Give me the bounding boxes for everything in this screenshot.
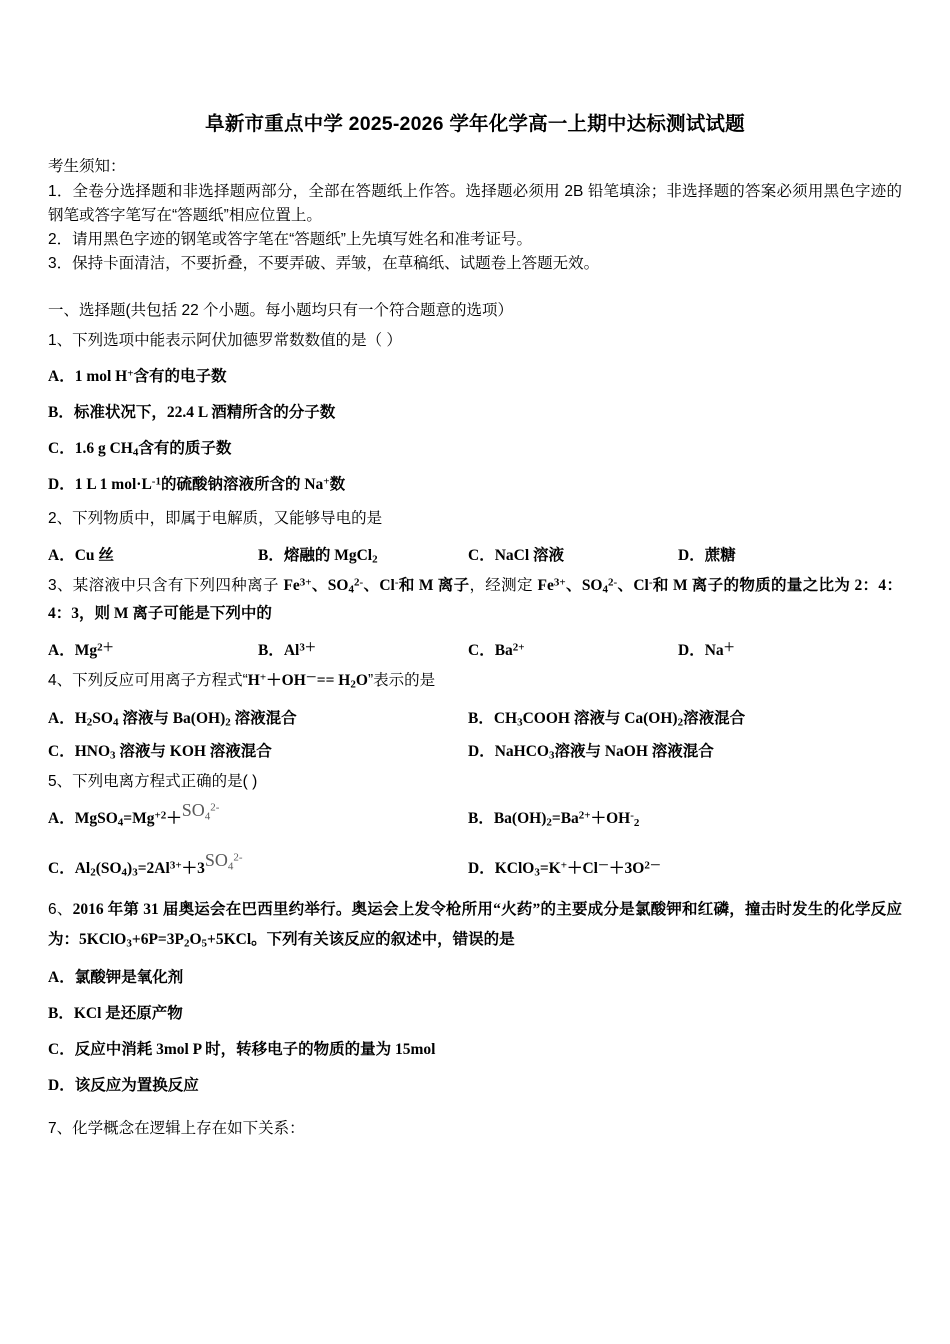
notice-line-3: 3．保持卡面清洁，不要折叠，不要弄破、弄皱，在草稿纸、试题卷上答题无效。 (48, 255, 600, 273)
question-4-option-b: B．$CH_3COOH$ 溶液与 $Ca(OH)_2$溶液混合 (468, 709, 746, 728)
question-5-option-c: C．$Al_2(SO_4)_3=2Al^{3+}+3SO4^{2-}$ (48, 849, 243, 879)
question-5-stem: 5、下列电离方程式正确的是( ) (48, 773, 258, 791)
question-6-option-d: D．该反应为置换反应 (48, 1076, 199, 1094)
question-3-stem: 3、某溶液中只含有下列四种离子 $Fe^{3+}$、$SO_4^{2-}$、Cl-和 M 离子，经测定 $Fe^{3+}$、$SO_4^{2-}$、Cl-和 M 离子的物质的量之比为 2：4：4：3，则 M 离子可能是下列中的 (48, 576, 902, 622)
question-2-options (48, 543, 902, 565)
question-1-option-c: C．1.6 g $CH_4$含有的质子数 (48, 439, 232, 459)
section-heading: 一、选择题(共包括 22 个小题。每小题均只有一个符合题意的选项） (48, 302, 514, 320)
question-4-stem: 4、下列反应可用离子方程式“$H^++OH^-== H_2O$”表示的是 (48, 671, 436, 691)
question-4-options-row1 (48, 706, 902, 728)
question-3-option-b: B．$Al^{3+}$ (258, 641, 316, 659)
question-7-stem: 7、化学概念在逻辑上存在如下关系： (48, 1119, 305, 1137)
question-6-option-c: C．反应中消耗 3mol P 时，转移电子的物质的量为 15mol (48, 1041, 436, 1059)
question-3-option-a: A．$Mg^{2+}$ (48, 641, 114, 659)
question-1-option-a: A．1 mol H+含有的电子数 (48, 367, 227, 386)
question-2-stem: 2、下列物质中，即属于电解质，又能够导电的是 (48, 509, 383, 527)
question-5-option-a: A．$MgSO_4=Mg^{+2}+SO4^{2-}$ (48, 800, 220, 829)
notice-line-2: 2．请用黑色字迹的钢笔或答字笔在“答题纸”上先填写姓名和准考证号。 (48, 231, 532, 249)
question-5-option-d: D．$KClO_3=K^++Cl^-+3O^{2-}$ (468, 859, 661, 879)
question-2-option-b: B．熔融的 MgCl$_2$ (258, 546, 378, 566)
question-6-stem: 6、2016 年第 31 届奥运会在巴西里约举行。奥运会上发令枪所用“火药”的主要成分是氯酸钾和红磷，撞击时发生的化学反应为：$5KClO_3+6P=3P_2O_5+5KCl$。下列有关该反应的叙述中，错误的是 (48, 901, 902, 950)
question-1-option-d: D．1 L 1 $mol\cdot L^{-1}$的硫酸钠溶液所含的 Na+数 (48, 475, 346, 493)
question-4-option-a: A．$H_2SO_4$ 溶液与 $Ba(OH)_2$ 溶液混合 (48, 709, 297, 728)
notice-heading: 考生须知： (48, 158, 126, 175)
question-2-option-c: C．NaCl 溶液 (468, 546, 565, 564)
question-5-options-row2 (48, 849, 902, 879)
question-4-options-row2 (48, 739, 902, 761)
page-title: 阜新市重点中学 2025-2026 学年化学高一上期中达标测试试题 (205, 113, 745, 135)
question-1-stem: 1、下列选项中能表示阿伏加德罗常数数值的是（ ） (48, 332, 402, 350)
question-1-option-b: B．标准状况下，22.4 L 酒精所含的分子数 (48, 403, 336, 421)
notice-line-1: 1．全卷分选择题和非选择题两部分，全部在答题纸上作答。选择题必须用 2B 铅笔填涂；非选择题的答案必须用黑色字迹的钢笔或答字笔写在“答题纸”相应位置上。 (48, 183, 902, 225)
question-4-option-d: D．NaHCO$_3$溶液与 NaOH 溶液混合 (468, 742, 714, 762)
question-2-option-d: D．蔗糖 (678, 546, 736, 564)
question-6-option-b: B．KCl 是还原产物 (48, 1005, 183, 1023)
question-3-option-c: C．$Ba^{2+}$ (468, 641, 525, 659)
question-2-option-a: A．Cu 丝 (48, 546, 114, 564)
question-5-option-b: B．$Ba(OH)_2=Ba^{2+}+OH^-2$ (468, 809, 640, 830)
question-4-option-c: C．$HNO_3$ 溶液与 KOH 溶液混合 (48, 742, 272, 762)
question-3-option-d: D．Na＋ (678, 641, 735, 659)
question-3-options (48, 638, 902, 660)
question-6-option-a: A．氯酸钾是氧化剂 (48, 969, 184, 987)
question-5-options-row1 (48, 800, 902, 830)
